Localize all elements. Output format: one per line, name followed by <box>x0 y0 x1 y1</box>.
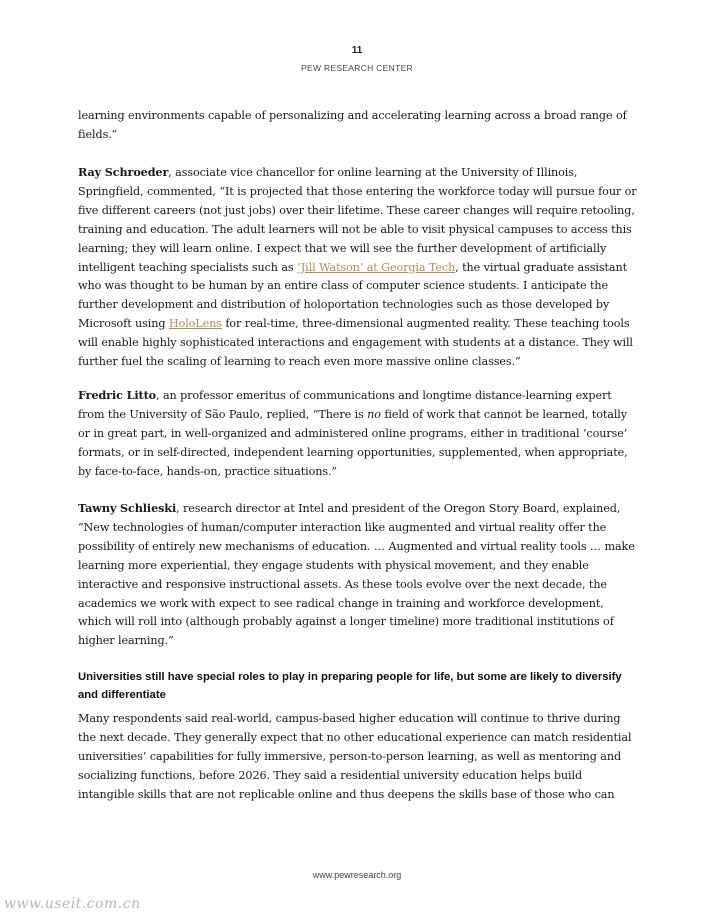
respondent-name: Tawny Schlieski <box>78 501 177 515</box>
quote-paragraph-tawny-schlieski <box>78 499 638 651</box>
running-header: PEW RESEARCH CENTER <box>301 63 413 73</box>
quote-text: , associate vice chancellor for online learning at the University of Illinois, Springfield, commented, “It is projected that those entering the workforce today will pursue four or five different careers (not just jobs) over their lifetime. These career changes will require retooling, training and education. The adult learners will not be able to visit physical campuses to access this learning; they will learn online. I expect that we will see the further development of artificially intelligent teaching specialists such as <box>78 166 637 274</box>
paragraph-text <box>78 499 638 651</box>
hololens-link[interactable]: HoloLens <box>168 317 222 331</box>
footer-url: www.pewresearch.org <box>312 870 402 880</box>
quote-text: , an professor emeritus of communications and longtime distance-learning expert from the University of São Paulo, replied, “There is <box>78 389 612 421</box>
quote-paragraph-ray-schroeder <box>78 163 638 372</box>
paragraph-continuation <box>78 107 638 145</box>
paragraph-text <box>78 163 638 372</box>
emphasis-text: no <box>367 407 381 421</box>
watermark: www.useit.com.cn <box>4 896 141 912</box>
quote-text: , the virtual graduate assistant who was thought to be human by an entire class of computer science students. I anticipate the further development and distribution of holoportation technologies such as those developed by Microsoft using <box>78 260 627 331</box>
jill-watson-link[interactable]: ‘Jill Watson’ at Georgia Tech <box>297 260 456 274</box>
paragraph-text: Many respondents said real-world, campus-based higher education will continue to thrive during the next decade. They generally expect that no other educational experience can match residential universities’ capabilities for fully immersive, person-to-person learning, as well as mentoring and socializing functions, before 2026. They said a residential university education helps build intangible skills that are not replicable online and thus deepens the skills base of those who can <box>78 712 632 801</box>
respondent-name: Ray Schroeder <box>78 165 169 179</box>
quote-paragraph-fredric-litto <box>78 386 638 482</box>
paragraph-text: learning environments capable of personalizing and accelerating learning across a broad range of fields.” <box>78 109 627 141</box>
quote-text: field of work that cannot be learned, totally or in great part, in well-organized and administered online programs, either in traditional ‘course’ formats, or in self-directed, independent learning opportunities, supplemented, when appropriate, by face-to-face, hands-on, practice situations.” <box>78 407 628 478</box>
section-subheading: Universities still have special roles to play in preparing people for life, but some are likely to diversify and differentiate <box>78 671 622 701</box>
page-number: 11 <box>351 45 363 56</box>
paragraph-text <box>78 386 638 482</box>
respondent-name: Fredric Litto <box>78 388 157 402</box>
quote-text: for real-time, three-dimensional augmented reality. These teaching tools will enable highly sophisticated interactions and engagement with students at a distance. They will further fuel the scaling of learning to reach even more massive online classes.” <box>78 317 633 369</box>
quote-text: , research director at Intel and president of the Oregon Story Board, explained, “New technologies of human/computer interaction like augmented and virtual reality offer the possibility of entirely new mechanisms of education. … Augmented and virtual reality tools … make learning more experiential, they engage students with physical movement, and they enable interactive and responsive instructional assets. As these tools evolve over the next decade, the academics we work with expect to see radical change in training and workforce development, which will roll into (although probably against a longer timeline) more traditional institutions of higher learning.” <box>78 502 635 648</box>
section-paragraph <box>78 710 638 805</box>
